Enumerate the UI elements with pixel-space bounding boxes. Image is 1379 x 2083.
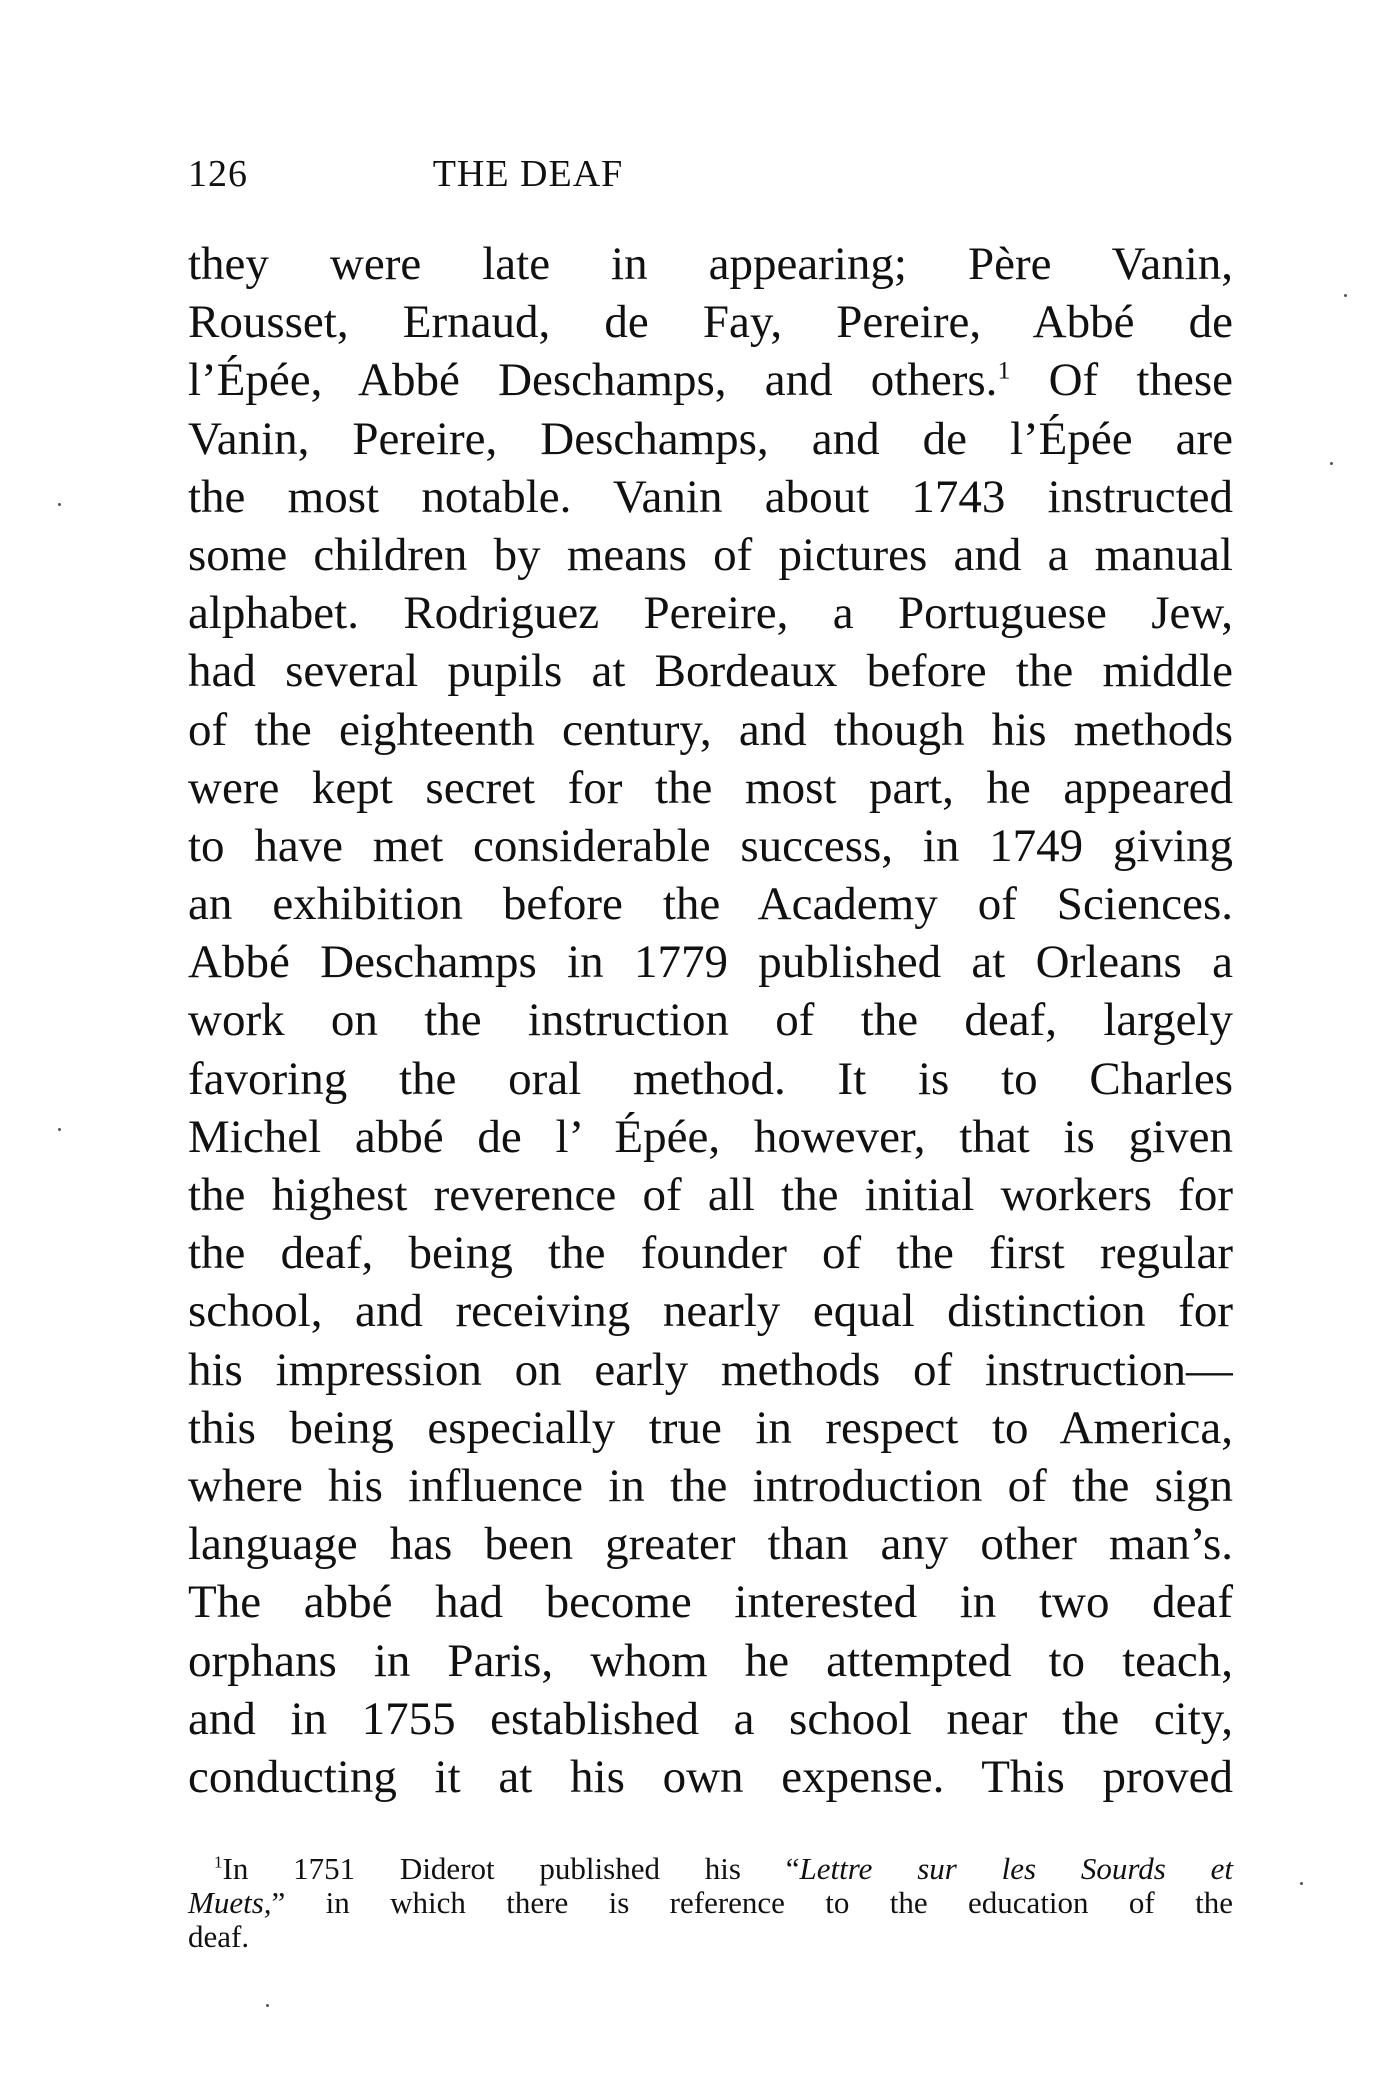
text-line: his impression on early methods of instruction— bbox=[188, 1343, 1233, 1396]
footnote-cited-title: Lettre sur les Sourds et bbox=[799, 1851, 1233, 1886]
footnote-text: In 1751 Diderot published his “ bbox=[222, 1851, 800, 1886]
text-line: this being especially true in respect to America, bbox=[188, 1401, 1233, 1454]
footnote-marker: 1 bbox=[214, 1852, 223, 1872]
text-line: orphans in Paris, whom he attempted to teach, bbox=[188, 1634, 1233, 1687]
page-number: 126 bbox=[188, 153, 248, 195]
text-line: of the eighteenth century, and though his methods bbox=[188, 703, 1233, 756]
paper-speck bbox=[58, 503, 61, 506]
text-line: language has been greater than any other man’s. bbox=[188, 1518, 1233, 1571]
text-line: some children by means of pictures and a manual bbox=[188, 528, 1233, 581]
text-line: the most notable. Vanin about 1743 instructed bbox=[188, 470, 1233, 523]
footnote-line bbox=[188, 1852, 1233, 1886]
text-line: Rousset, Ernaud, de Fay, Pereire, Abbé de bbox=[188, 296, 1233, 349]
text-line: had several pupils at Bordeaux before the middle bbox=[188, 645, 1233, 698]
text-line: favoring the oral method. It is to Charles bbox=[188, 1052, 1233, 1105]
footnote bbox=[188, 1852, 1233, 1954]
text-line: the highest reverence of all the initial workers for bbox=[188, 1169, 1233, 1221]
text-line: and in 1755 established a school near the city, bbox=[188, 1692, 1233, 1745]
paper-speck bbox=[266, 2004, 269, 2007]
text-line-part: Of these bbox=[1010, 354, 1233, 407]
text-line: conducting it at his own expense. This proved bbox=[188, 1750, 1233, 1803]
text-line: the deaf, being the founder of the first regular bbox=[188, 1227, 1233, 1280]
text-line-part: l’Épée, Abbé Deschamps, and others. bbox=[188, 354, 998, 407]
text-line: work on the instruction of the deaf, largely bbox=[188, 994, 1233, 1047]
running-title: THE DEAF bbox=[432, 153, 624, 195]
text-line: an exhibition before the Academy of Sciences. bbox=[188, 878, 1233, 931]
footnote-reference: 1 bbox=[997, 355, 1011, 385]
paper-speck bbox=[1344, 294, 1347, 297]
text-line: alphabet. Rodriguez Pereire, a Portuguese Jew, bbox=[188, 587, 1233, 640]
text-line bbox=[188, 351, 1233, 409]
paper-speck bbox=[1330, 462, 1333, 465]
paper-speck bbox=[58, 1128, 61, 1131]
footnote-line: deaf. bbox=[188, 1919, 250, 1954]
text-line: Michel abbé de l’ Épée, however, that is given bbox=[188, 1110, 1233, 1163]
footnote-line bbox=[188, 1886, 1233, 1920]
text-line: were kept secret for the most part, he appeared bbox=[188, 761, 1233, 814]
text-line: where his influence in the introduction of the sign bbox=[188, 1459, 1233, 1512]
page-header bbox=[188, 152, 1233, 202]
paper-speck bbox=[1300, 1882, 1303, 1885]
footnote-text: ” in which there is reference to the education of the bbox=[271, 1885, 1233, 1920]
text-line: Vanin, Pereire, Deschamps, and de l’Épée are bbox=[188, 412, 1233, 465]
body-text bbox=[188, 235, 1233, 1864]
text-line: school, and receiving nearly equal distinction for bbox=[188, 1285, 1233, 1338]
text-line: they were late in appearing; Père Vanin, bbox=[188, 238, 1233, 290]
text-line: to have met considerable success, in 1749 giving bbox=[188, 819, 1233, 872]
text-line: Abbé Deschamps in 1779 published at Orleans a bbox=[188, 936, 1233, 989]
text-line: The abbé had become interested in two deaf bbox=[188, 1576, 1233, 1629]
footnote-cited-title: Muets, bbox=[188, 1885, 272, 1920]
